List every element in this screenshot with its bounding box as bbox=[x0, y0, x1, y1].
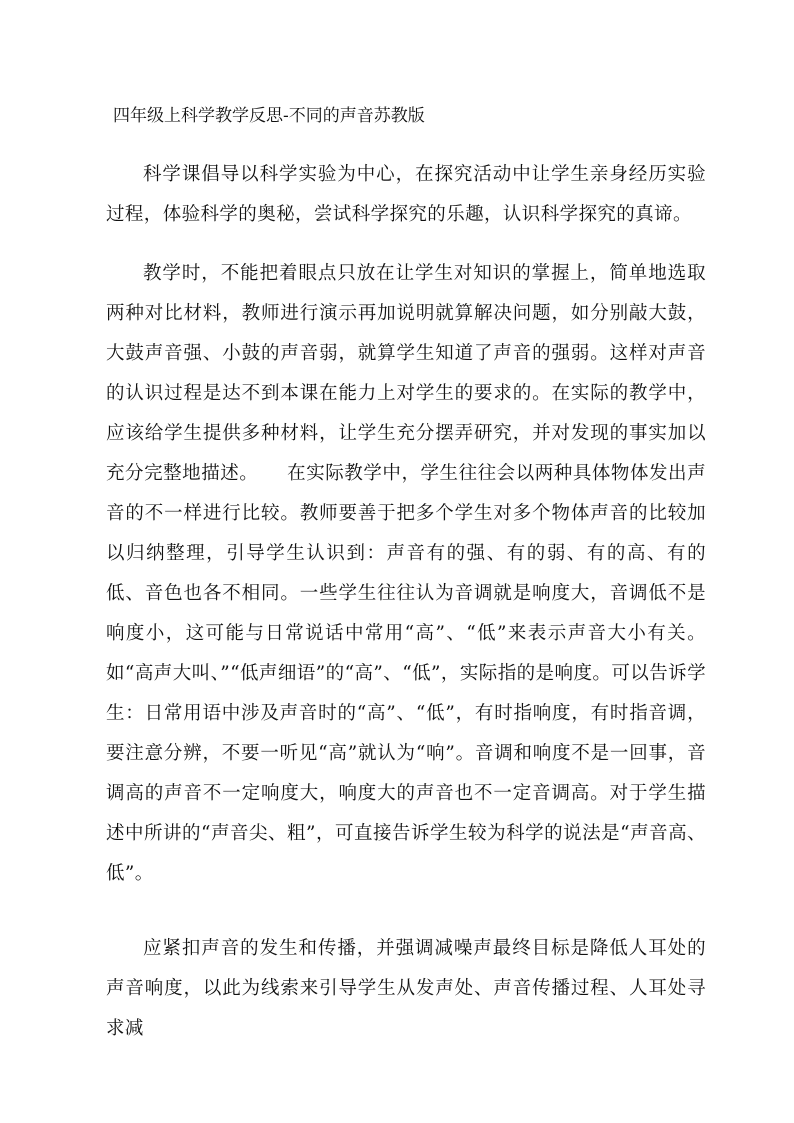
document-title: 四年级上科学教学反思-不同的声音苏教版 bbox=[113, 106, 425, 126]
paragraph-3: 应紧扣声音的发生和传播，并强调减噪声最终目标是降低人耳处的声音响度，以此为线索来引导学生从发声处、声音传播过程、人耳处寻求减 bbox=[106, 938, 706, 1039]
paragraph-1: 科学课倡导以科学实验为中心，在探究活动中让学生亲身经历实验过程，体验科学的奥秘，尝试科学探究的乐趣，认识科学探究的真谛。 bbox=[106, 164, 706, 225]
paragraph-2: 教学时，不能把着眼点只放在让学生对知识的掌握上，简单地选取两种对比材料，教师进行演示再加说明就算解决问题，如分别敲大鼓，大鼓声音强、小鼓的声音弱，就算学生知道了声音的强弱。这样对声音的认识过程是达不到本课在能力上对学生的要求的。在实际的教学中，应该给学生提供多种材料，让学生充分摆弄研究，并对发现的事实加以充分完整地描述。 在实际教学中，学生往往会以两种具体物体发出声音的不一样进行比较。教师要善于把多个学生对多个物体声音的比较加以归纳整理，引导学生认识到：声音有的强、有的弱、有的高、有的低、音色也各不相同。一些学生往往认为音调就是响度大，音调低不是响度小，这可能与日常说话中常用“高”、“低”来表示声音大小有关。如“高声大叫、”“低声细语”的“高”、“低”，实际指的是响度。可以告诉学生：日常用语中涉及声音时的“高”、“低”，有时指响度，有时指音调，要注意分辨，不要一听见“高”就认为“响”。音调和响度不是一回事，音调高的声音不一定响度大，响度大的声音也不一定音调高。对于学生描述中所讲的“声音尖、粗”，可直接告诉学生较为科学的说法是“声音高、低”。 bbox=[106, 263, 706, 884]
